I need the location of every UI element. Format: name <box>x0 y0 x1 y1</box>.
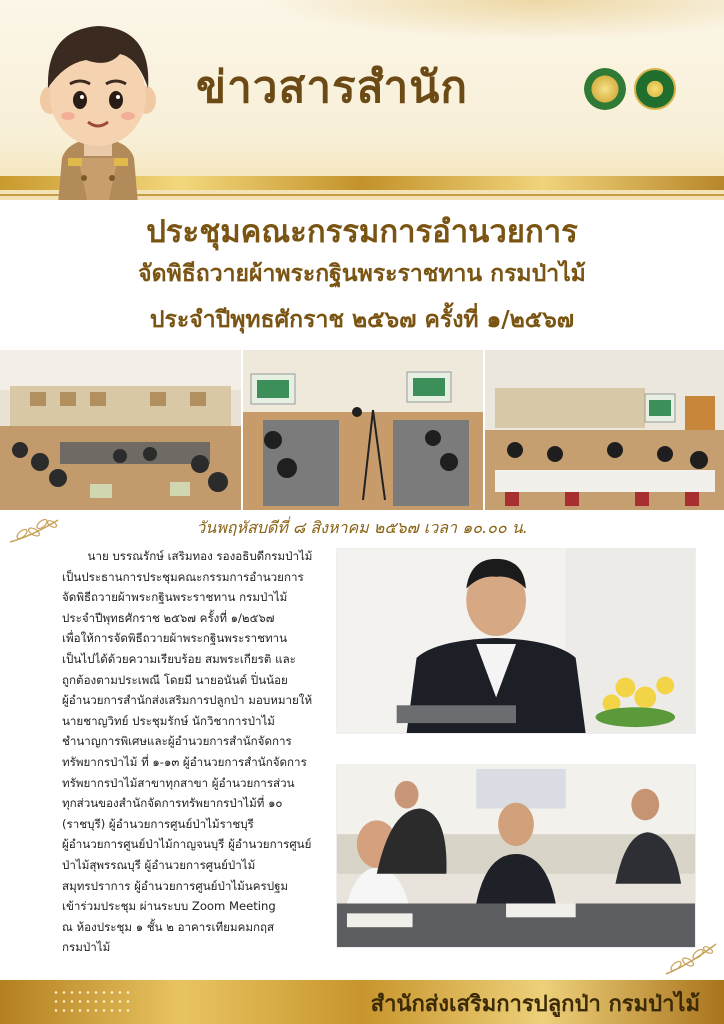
article-line: (ราชบุรี) ผู้อำนวยการศูนย์ป่าไม้ราชบุรี <box>62 816 254 831</box>
gold-sparkle-decoration <box>260 0 724 40</box>
article-line: ณ ห้องประชุม ๑ ชั้น ๒ อาคารเทียมคมกฤส <box>62 919 275 934</box>
department-emblem-icon <box>584 68 626 110</box>
event-date: วันพฤหัสบดีที่ ๘ สิงหาคม ๒๕๖๗ เวลา ๑๐.๐๐ น. <box>196 518 528 537</box>
forestry-emblem-icon <box>634 68 676 110</box>
article-line: เป็นไปได้ด้วยความเรียบร้อย สมพระเกียรติ และ <box>62 651 296 666</box>
headline-subtitle: จัดพิธีถวายผ้าพระกฐินพระราชทาน กรมป่าไม้ <box>138 261 586 287</box>
footer-bar <box>0 980 724 1024</box>
article-line: ผู้อำนวยการสำนักส่งเสริมการปลูกป่า มอบหมายให้ <box>62 693 313 708</box>
headline-subtitle-2: ประจำปีพุทธศักราช ๒๕๖๗ ครั้งที่ ๑/๒๕๖๗ <box>149 307 575 333</box>
meeting-attendees-photo <box>336 764 696 948</box>
article-line: นาย บรรณรักษ์ เสริมทอง รองอธิบดีกรมป่าไม้ <box>87 549 313 563</box>
article-line: ประจำปีพุทธศักราช ๒๕๖๗ ครั้งที่ ๑/๒๕๖๗ <box>62 610 275 625</box>
dot-pattern-decoration <box>52 988 132 1016</box>
article-line: จัดพิธีถวายผ้าพระกฐินพระราชทาน กรมป่าไม้ <box>62 590 288 605</box>
article-line: เป็นประธานการประชุมคณะกรรมการอำนวยการ <box>62 569 304 584</box>
article-line: ทรัพยากรป่าไม้ ที่ ๑-๑๓ ผู้อำนวยการสำนักจัดการ <box>62 754 307 769</box>
department-name: สำนักส่งเสริมการปลูกป่า กรมป่าไม้ <box>370 992 700 1017</box>
newsletter-title: ข่าวสารสำนัก <box>196 62 468 113</box>
article-line: เข้าร่วมประชุม ผ่านระบบ Zoom Meeting <box>62 899 276 914</box>
article-line: เพื่อให้การจัดพิธีถวายผ้าพระกฐินพระราชทาน <box>62 631 288 646</box>
article-body <box>62 546 318 958</box>
article-line: ชำนาญการพิเศษและผู้อำนวยการสำนักจัดการ <box>62 734 292 749</box>
article-line: ทรัพยากรป่าไม้สาขาทุกสาขา ผู้อำนวยการส่วน <box>62 775 295 790</box>
article-line: ผู้อำนวยการศูนย์ป่าไม้กาญจนบุรี ผู้อำนวยการศูนย์ <box>62 837 312 852</box>
article-line: สมุทรปราการ ผู้อำนวยการศูนย์ป่าไม้นครปฐม <box>62 878 289 893</box>
mascot-boy-illustration <box>28 8 168 200</box>
article-line: ป่าไม้สุพรรณบุรี ผู้อำนวยการศูนย์ป่าไม้ <box>62 857 256 872</box>
headline-title: ประชุมคณะกรรมการอำนวยการ <box>146 214 578 250</box>
meeting-room-photo-3 <box>485 350 724 510</box>
meeting-room-photo-1 <box>0 350 241 510</box>
chairman-portrait-photo <box>336 548 696 734</box>
leaf-decoration-icon <box>662 938 720 980</box>
article-line: ทุกส่วนของสำนักจัดการทรัพยากรป่าไม้ที่ ๑๐ <box>62 796 283 811</box>
article-line: นายชาญวิทย์ ประชุมรักษ์ นักวิชาการป่าไม้ <box>62 713 275 728</box>
article-line: ถูกต้องตามประเพณี โดยมี นายอนันต์ ปิ่นน้อย <box>62 672 288 687</box>
header-banner <box>0 0 724 200</box>
article-line: กรมป่าไม้ <box>62 940 111 955</box>
meeting-room-photo-2 <box>243 350 483 510</box>
